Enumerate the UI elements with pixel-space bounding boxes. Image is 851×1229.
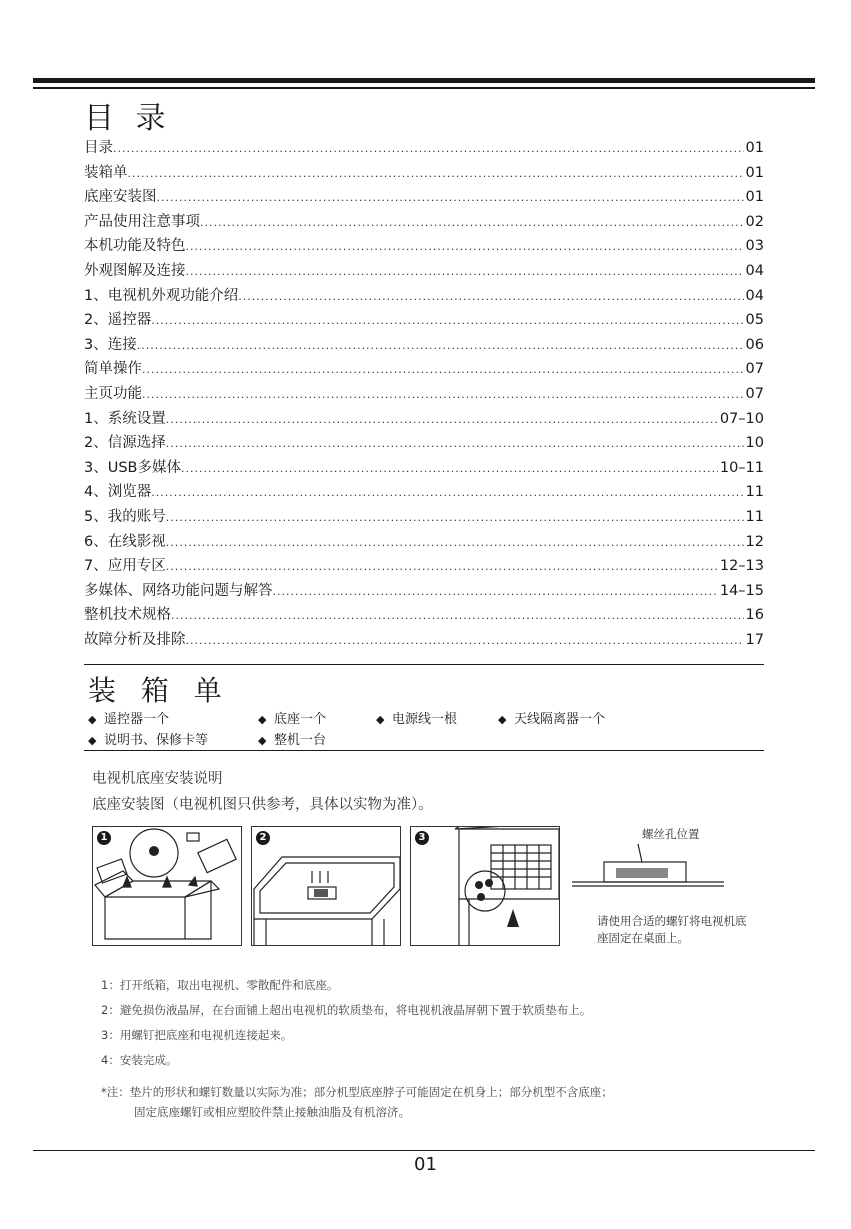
toc-entry-page: 16 bbox=[745, 607, 764, 624]
toc-entry[interactable] bbox=[84, 554, 764, 579]
table-of-contents bbox=[84, 136, 764, 652]
page-number: 01 bbox=[414, 1154, 437, 1175]
toc-entry-label: 4、浏览器 bbox=[84, 484, 152, 501]
toc-entry-label: 主页功能 bbox=[84, 385, 142, 402]
toc-entry-label: 整机技术规格 bbox=[84, 607, 171, 624]
packing-list-title: 装 箱 单 bbox=[88, 674, 230, 707]
toc-entry-page: 02 bbox=[745, 213, 764, 230]
side-view-caption: 请使用合适的螺钉将电视机底座固定在桌面上。 bbox=[597, 914, 747, 945]
toc-entry[interactable] bbox=[84, 210, 764, 235]
toc-entry-label: 2、遥控器 bbox=[84, 312, 152, 329]
toc-entry-page: 07 bbox=[745, 385, 764, 402]
toc-entry[interactable] bbox=[84, 456, 764, 481]
toc-entry-label: 6、在线影视 bbox=[84, 533, 166, 550]
base-install-subtitle: 底座安装图（电视机图只供参考，具体以实物为准）。 bbox=[92, 797, 433, 813]
toc-entry-label: 装箱单 bbox=[84, 164, 128, 181]
step-number-badge: 2 bbox=[256, 831, 270, 845]
toc-entry[interactable] bbox=[84, 530, 764, 555]
toc-entry-page: 05 bbox=[745, 312, 764, 329]
toc-entry-label: 多媒体、网络功能问题与解答 bbox=[84, 582, 273, 599]
toc-entry[interactable] bbox=[84, 480, 764, 505]
toc-entry-page: 10–11 bbox=[719, 459, 764, 476]
list-item: ◆ 底座一个 bbox=[258, 712, 327, 727]
toc-entry-page: 04 bbox=[745, 287, 764, 304]
toc-leader-dots bbox=[273, 585, 718, 598]
header-thick-rule bbox=[33, 78, 815, 83]
toc-entry-label: 1、系统设置 bbox=[84, 410, 166, 427]
toc-entry-page: 06 bbox=[745, 336, 764, 353]
toc-entry-page: 04 bbox=[745, 262, 764, 279]
install-step-2-figure bbox=[251, 826, 401, 946]
toc-entry[interactable] bbox=[84, 431, 764, 456]
toc-entry-page: 07 bbox=[745, 361, 764, 378]
base-install-title: 电视机底座安装说明 bbox=[92, 771, 223, 787]
toc-leader-dots bbox=[142, 388, 744, 401]
toc-entry-page: 14–15 bbox=[719, 582, 764, 599]
toc-leader-dots bbox=[186, 240, 744, 253]
toc-leader-dots bbox=[166, 413, 718, 426]
toc-leader-dots bbox=[171, 609, 744, 622]
toc-entry-label: 3、USB多媒体 bbox=[84, 459, 181, 476]
toc-entry-page: 17 bbox=[745, 631, 764, 648]
toc-entry-label: 7、应用专区 bbox=[84, 558, 166, 575]
toc-leader-dots bbox=[157, 191, 744, 204]
toc-entry-page: 11 bbox=[745, 484, 764, 501]
note-line: *注：垫片的形状和螺钉数量以实际为准；部分机型底座脖子可能固定在机身上；部分机型不含底座； bbox=[101, 1085, 613, 1099]
toc-entry[interactable] bbox=[84, 284, 764, 309]
note-line: 固定底座螺钉或相应塑胶件禁止接触油脂及有机溶济。 bbox=[134, 1105, 410, 1119]
toc-entry[interactable] bbox=[84, 357, 764, 382]
toc-leader-dots bbox=[137, 339, 744, 352]
toc-leader-dots bbox=[166, 511, 744, 524]
toc-entry[interactable] bbox=[84, 333, 764, 358]
step-number-badge: 3 bbox=[415, 831, 429, 845]
toc-entry-page: 12 bbox=[745, 533, 764, 550]
list-item: 4：安装完成。 bbox=[101, 1053, 178, 1067]
list-item: ◆ 说明书、保修卡等 bbox=[88, 733, 209, 748]
list-item: 2：避免损伤液晶屏，在台面铺上超出电视机的软质垫布，将电视机液晶屏朝下置于软质垫布上。 bbox=[101, 1003, 592, 1017]
toc-leader-dots bbox=[166, 536, 744, 549]
toc-entry[interactable] bbox=[84, 579, 764, 604]
list-item: ◆ 电源线一根 bbox=[376, 712, 458, 727]
toc-entry[interactable] bbox=[84, 259, 764, 284]
toc-leader-dots bbox=[151, 314, 743, 327]
toc-entry-label: 目录 bbox=[84, 140, 113, 156]
toc-entry-label: 本机功能及特色 bbox=[84, 238, 186, 255]
toc-leader-dots bbox=[181, 462, 718, 475]
section-divider-bottom bbox=[84, 750, 764, 751]
footer-rule bbox=[33, 1150, 815, 1151]
toc-leader-dots bbox=[238, 290, 743, 303]
toc-leader-dots bbox=[113, 142, 744, 155]
toc-leader-dots bbox=[186, 265, 744, 278]
toc-entry[interactable] bbox=[84, 382, 764, 407]
list-item: ◆ 整机一台 bbox=[258, 733, 327, 748]
toc-leader-dots bbox=[128, 167, 744, 180]
toc-entry-page: 03 bbox=[745, 238, 764, 255]
toc-leader-dots bbox=[200, 216, 744, 229]
toc-entry[interactable] bbox=[84, 308, 764, 333]
toc-entry-label: 外观图解及连接 bbox=[84, 262, 186, 279]
toc-leader-dots bbox=[166, 437, 744, 450]
header-thin-rule bbox=[33, 87, 815, 89]
toc-entry-label: 2、信源选择 bbox=[84, 435, 166, 452]
toc-entry-page: 12–13 bbox=[719, 558, 764, 575]
toc-entry[interactable] bbox=[84, 603, 764, 628]
toc-entry[interactable] bbox=[84, 136, 764, 161]
section-divider-top bbox=[84, 664, 764, 665]
toc-leader-dots bbox=[151, 486, 743, 499]
toc-entry-label: 3、连接 bbox=[84, 336, 137, 353]
toc-entry-page: 07–10 bbox=[719, 410, 764, 427]
toc-entry-label: 简单操作 bbox=[84, 361, 142, 378]
list-item: ◆ 天线隔离器一个 bbox=[498, 712, 606, 727]
list-item: 3：用螺钉把底座和电视机连接起来。 bbox=[101, 1028, 293, 1042]
toc-entry-page: 01 bbox=[745, 189, 764, 206]
toc-entry[interactable] bbox=[84, 185, 764, 210]
tv-facedown-illustration bbox=[252, 827, 400, 945]
toc-entry[interactable] bbox=[84, 505, 764, 530]
toc-entry-label: 故障分析及排除 bbox=[84, 631, 186, 648]
toc-entry-label: 1、电视机外观功能介绍 bbox=[84, 287, 239, 304]
install-step-3-figure bbox=[410, 826, 560, 946]
toc-entry-label: 产品使用注意事项 bbox=[84, 213, 200, 230]
toc-entry-page: 01 bbox=[745, 140, 764, 156]
toc-entry[interactable] bbox=[84, 407, 764, 432]
toc-entry-label: 底座安装图 bbox=[84, 189, 157, 206]
toc-entry[interactable] bbox=[84, 234, 764, 259]
toc-entry-page: 11 bbox=[745, 508, 764, 525]
list-item: ◆ 遥控器一个 bbox=[88, 712, 170, 727]
toc-entry[interactable] bbox=[84, 161, 764, 186]
toc-title: 目 录 bbox=[84, 101, 172, 136]
unbox-illustration bbox=[93, 827, 241, 945]
step-number-badge: 1 bbox=[97, 831, 111, 845]
toc-entry[interactable] bbox=[84, 628, 764, 653]
screw-hole-label: 螺丝孔位置 bbox=[642, 827, 700, 841]
install-step-1-figure bbox=[92, 826, 242, 946]
screw-attach-illustration bbox=[411, 827, 559, 945]
toc-leader-dots bbox=[142, 363, 744, 376]
toc-leader-dots bbox=[186, 634, 744, 647]
install-steps bbox=[101, 977, 591, 1077]
install-note bbox=[101, 1082, 613, 1122]
toc-entry-page: 10 bbox=[745, 435, 764, 452]
toc-entry-page: 01 bbox=[745, 164, 764, 181]
list-item: 1：打开纸箱，取出电视机、零散配件和底座。 bbox=[101, 978, 339, 992]
toc-leader-dots bbox=[166, 560, 718, 573]
toc-entry-label: 5、我的账号 bbox=[84, 508, 166, 525]
